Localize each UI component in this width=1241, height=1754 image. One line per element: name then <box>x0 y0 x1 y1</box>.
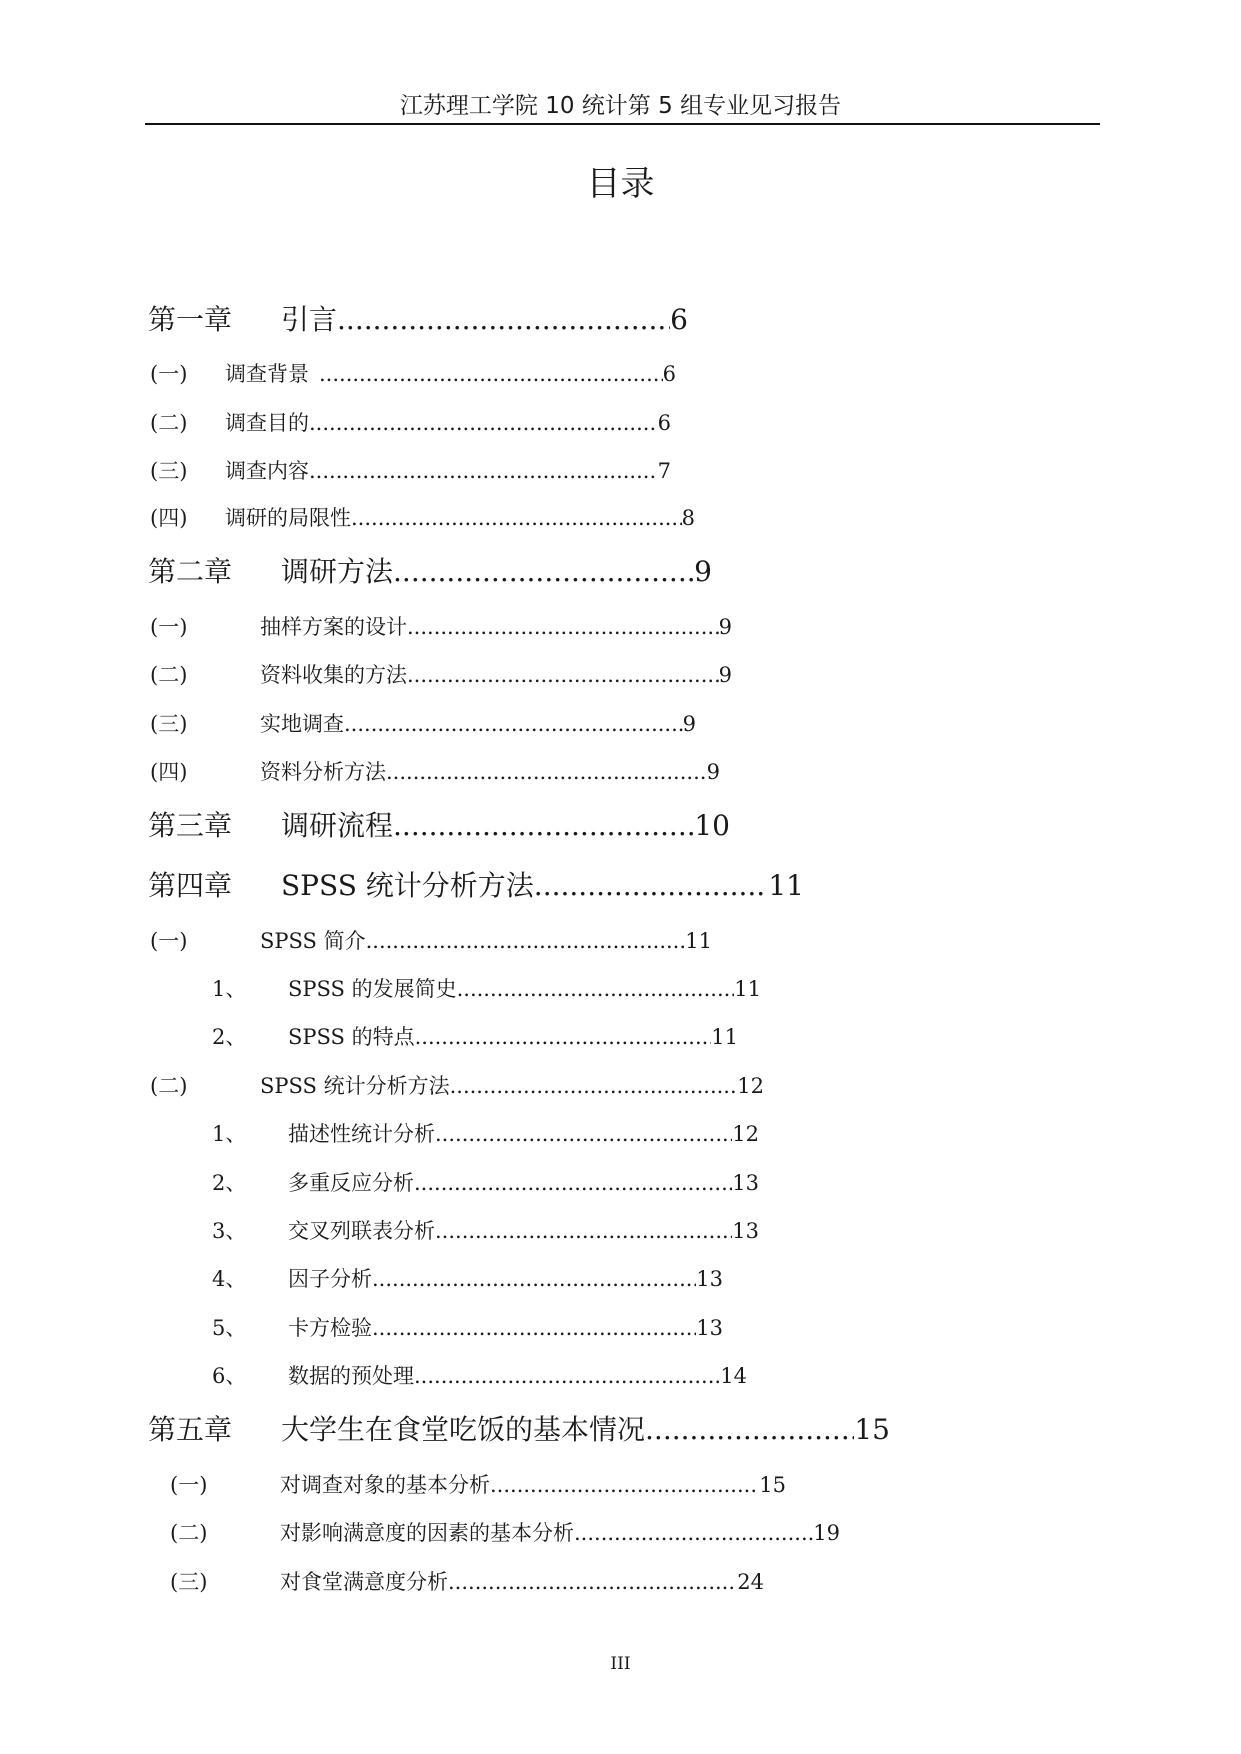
toc-label: 调研流程 <box>281 809 394 842</box>
toc-label: SPSS 统计分析方法 <box>281 869 534 902</box>
toc-number: 第三章 <box>148 809 233 842</box>
running-header: 江苏理工学院 10 统计第 5 组专业见习报告 <box>399 93 842 119</box>
toc-section[interactable] <box>150 709 696 739</box>
toc-section[interactable] <box>170 1470 786 1500</box>
toc-label: 对调查对象的基本分析 <box>280 1473 490 1497</box>
toc-leader <box>337 300 670 340</box>
toc-number: 第四章 <box>148 869 233 902</box>
toc-number: (三) <box>150 712 188 736</box>
toc-section[interactable] <box>150 612 732 642</box>
toc-leader <box>435 1119 732 1149</box>
toc-number: (四) <box>150 506 188 530</box>
toc-leader <box>448 1567 737 1597</box>
toc-chapter[interactable] <box>148 1410 890 1450</box>
toc-leader <box>351 503 682 533</box>
toc-subsection[interactable] <box>212 1216 759 1246</box>
toc-leader <box>534 866 769 906</box>
toc-page: 15 <box>854 1413 890 1446</box>
toc-page: 6 <box>657 411 671 435</box>
header-rule <box>145 123 1100 125</box>
toc-number: 1、 <box>212 977 247 1001</box>
toc-leader <box>309 456 658 486</box>
toc-page: 19 <box>813 1521 840 1545</box>
toc-leader <box>414 1168 732 1198</box>
toc-section[interactable] <box>150 503 695 533</box>
toc-label: 资料收集的方法 <box>260 663 407 687</box>
toc-subsection[interactable] <box>212 1264 723 1294</box>
toc-page: 9 <box>694 555 712 588</box>
toc-number: 第五章 <box>148 1413 233 1446</box>
toc-leader <box>450 1071 738 1101</box>
toc-leader <box>393 552 694 592</box>
toc-section[interactable] <box>150 408 671 438</box>
toc-number: 5、 <box>212 1316 247 1340</box>
toc-number: (二) <box>150 663 188 687</box>
toc-page: 11 <box>685 929 712 953</box>
toc-page: 8 <box>681 506 695 530</box>
toc-leader <box>490 1470 759 1500</box>
toc-number: 2、 <box>212 1025 247 1049</box>
toc-leader <box>414 1361 720 1391</box>
toc-section[interactable] <box>150 660 732 690</box>
toc-leader <box>386 757 707 787</box>
toc-page: 9 <box>718 615 732 639</box>
toc-section[interactable] <box>150 926 712 956</box>
toc-number: (二) <box>150 411 188 435</box>
toc-chapter[interactable] <box>148 552 712 592</box>
toc-leader <box>435 1216 732 1246</box>
toc-number: (一) <box>150 362 188 386</box>
toc-leader <box>574 1518 813 1548</box>
toc-leader <box>372 1313 696 1343</box>
toc-label: 引言 <box>281 303 338 336</box>
toc-label: 交叉列联表分析 <box>288 1219 435 1243</box>
toc-number: (一) <box>170 1473 208 1497</box>
toc-label: 多重反应分析 <box>288 1171 414 1195</box>
toc-section[interactable] <box>170 1567 764 1597</box>
toc-number: (四) <box>150 760 188 784</box>
toc-number: 4、 <box>212 1267 247 1291</box>
toc-number: (三) <box>170 1570 208 1594</box>
toc-page: 9 <box>706 760 720 784</box>
toc-label: 调研的局限性 <box>225 506 351 530</box>
toc-page: 6 <box>662 362 676 386</box>
toc-page: 11 <box>711 1025 738 1049</box>
toc-page: 9 <box>682 712 696 736</box>
toc-label: SPSS 简介 <box>260 929 366 953</box>
toc-leader <box>645 1410 854 1450</box>
toc-label: 调查背景 <box>225 362 309 386</box>
toc-label: 资料分析方法 <box>260 760 386 784</box>
toc-number: (二) <box>170 1521 208 1545</box>
toc-page: 7 <box>657 459 671 483</box>
toc-label: 对影响满意度的因素的基本分析 <box>280 1521 574 1545</box>
toc-subsection[interactable] <box>212 1313 723 1343</box>
toc-subsection[interactable] <box>212 1022 738 1052</box>
toc-number: (一) <box>150 615 188 639</box>
toc-page: 11 <box>768 869 804 902</box>
toc-page: 11 <box>734 977 761 1001</box>
toc-leader <box>372 1264 696 1294</box>
toc-number: (一) <box>150 929 188 953</box>
toc-subsection[interactable] <box>212 974 761 1004</box>
toc-label: 大学生在食堂吃饭的基本情况 <box>281 1413 646 1446</box>
toc-number: 第二章 <box>148 555 233 588</box>
toc-section[interactable] <box>170 1518 840 1548</box>
toc-chapter[interactable] <box>148 806 730 846</box>
toc-page: 14 <box>720 1364 747 1388</box>
toc-leader <box>407 660 719 690</box>
toc-label: 调查内容 <box>225 459 309 483</box>
toc-section[interactable] <box>150 359 676 389</box>
toc-leader <box>344 709 683 739</box>
toc-label: 抽样方案的设计 <box>260 615 407 639</box>
toc-section[interactable] <box>150 456 671 486</box>
toc-page: 12 <box>732 1122 759 1146</box>
toc-number: 第一章 <box>148 303 233 336</box>
toc-label: SPSS 的发展简史 <box>288 977 457 1001</box>
toc-label: 调研方法 <box>281 555 394 588</box>
toc-number: 1、 <box>212 1122 247 1146</box>
toc-chapter[interactable] <box>148 300 688 340</box>
toc-leader <box>457 974 735 1004</box>
toc-label: SPSS 的特点 <box>288 1025 415 1049</box>
toc-page: 15 <box>759 1473 786 1497</box>
toc-label: 数据的预处理 <box>288 1364 414 1388</box>
toc-number: 2、 <box>212 1171 247 1195</box>
toc-label: 因子分析 <box>288 1267 372 1291</box>
toc-page: 13 <box>696 1316 723 1340</box>
toc-leader <box>309 408 658 438</box>
toc-number: 3、 <box>212 1219 247 1243</box>
toc-label: 对食堂满意度分析 <box>280 1570 448 1594</box>
toc-page: 24 <box>737 1570 764 1594</box>
toc-label: 实地调查 <box>260 712 344 736</box>
toc-section[interactable] <box>150 1071 764 1101</box>
toc-section[interactable] <box>150 757 720 787</box>
toc-leader <box>393 806 694 846</box>
toc-leader <box>415 1022 712 1052</box>
toc-page: 10 <box>694 809 730 842</box>
toc-page: 9 <box>718 663 732 687</box>
page-number: III <box>610 1654 631 1674</box>
toc-subsection[interactable] <box>212 1361 747 1391</box>
toc-subsection[interactable] <box>212 1168 759 1198</box>
toc-number: (二) <box>150 1074 188 1098</box>
toc-page: 13 <box>696 1267 723 1291</box>
toc-label: 卡方检验 <box>288 1316 372 1340</box>
toc-subsection[interactable] <box>212 1119 759 1149</box>
toc-label: SPSS 统计分析方法 <box>260 1074 450 1098</box>
toc-leader <box>366 926 686 956</box>
toc-chapter[interactable] <box>148 866 804 906</box>
toc-page: 6 <box>670 303 688 336</box>
toc-page: 13 <box>732 1219 759 1243</box>
toc-label: 描述性统计分析 <box>288 1122 435 1146</box>
toc-page: 13 <box>732 1171 759 1195</box>
toc-label: 调查目的 <box>225 411 309 435</box>
toc-number: (三) <box>150 459 188 483</box>
toc-number: 6、 <box>212 1364 247 1388</box>
toc-leader <box>319 359 663 389</box>
toc-leader <box>407 612 719 642</box>
page-title: 目录 <box>586 164 655 204</box>
toc-page: 12 <box>737 1074 764 1098</box>
